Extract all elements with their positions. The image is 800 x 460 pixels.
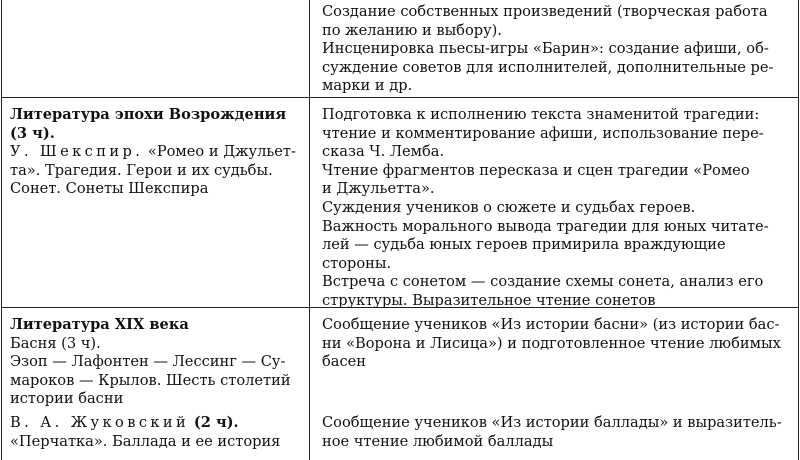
row-4-right-cell [322, 414, 782, 451]
section-heading: Литература XIX века [10, 316, 189, 333]
text-line: Суждения учеников о сюжете и судьбах героев. [322, 198, 696, 216]
text-line: Сонет. Сонеты Шекспира [10, 180, 209, 198]
text-line: Инсценировка пьесы-игры «Барин»: создание афиши, об- [322, 40, 769, 58]
text-line: структуры. Выразительное чтение сонетов [322, 291, 656, 309]
row-2-left-cell [10, 106, 296, 199]
text-line: Создание собственных произведений (творческая работа [322, 3, 768, 20]
text-line: лей — судьба юных героев примирила враждующие [322, 236, 726, 254]
row-2-right-cell [322, 106, 769, 311]
text-line: Эзоп — Лафонтен — Лессинг — Су- [10, 353, 286, 371]
section-heading: Литература эпохи Возрождения [10, 106, 287, 123]
text-line: Встреча с сонетом — создание схемы сонета, анализ его [322, 273, 764, 291]
table-left-border [1, 0, 2, 460]
text-line: марки и др. [322, 77, 413, 95]
section-hours: (2 ч). [193, 414, 239, 431]
text-line: Чтение фрагментов пересказа и сцен трагедии «Ромео [322, 161, 750, 179]
text-line: ное чтение любимой баллады [322, 432, 554, 450]
row-4-left-cell [10, 414, 280, 451]
row-1-right-cell [322, 3, 773, 96]
row-3-left-cell [10, 316, 291, 409]
text-line: стороны. [322, 254, 392, 272]
text-line: Сообщение учеников «Из истории басни» (из истории бас- [322, 316, 780, 333]
text-line: мароков — Крылов. Шесть столетий [10, 371, 291, 389]
text-line: Сообщение учеников «Из истории баллады» и выразитель- [322, 414, 782, 431]
row-divider [1, 97, 799, 98]
table-right-border [798, 0, 799, 460]
text-line [10, 414, 280, 433]
text-line: ни «Ворона и Лисица») и подготовленное чтение любимых [322, 334, 781, 352]
text-line: по желанию и выбору). [322, 21, 503, 39]
text-line: и Джульетта». [322, 180, 435, 198]
text-line [10, 143, 296, 162]
author-name: У. Шекспир. [10, 143, 144, 161]
text-line: басен [322, 353, 367, 371]
column-divider [309, 0, 310, 460]
text-line: Подготовка к исполнению текста знаменитой трагедии: [322, 106, 760, 123]
text-line: та». Трагедия. Герои и их судьбы. [10, 161, 273, 179]
text-line: суждение советов для исполнителей, дополнительные ре- [322, 58, 774, 76]
work-title: «Ромео и Джульет- [147, 143, 296, 161]
text-line: Важность морального вывода трагедии для юных читате- [322, 217, 769, 235]
author-name: В. А. Жуковский [10, 414, 190, 431]
text-line: «Перчатка». Баллада и ее история [10, 432, 281, 450]
section-hours: (3 ч). [10, 124, 55, 142]
row-3-right-cell [322, 316, 781, 372]
subsection-title: Басня (3 ч). [10, 334, 101, 352]
text-line: истории басни [10, 390, 124, 408]
text-line: чтение и комментирование афиши, использование пере- [322, 124, 764, 142]
text-line: сказа Ч. Лемба. [322, 143, 445, 161]
